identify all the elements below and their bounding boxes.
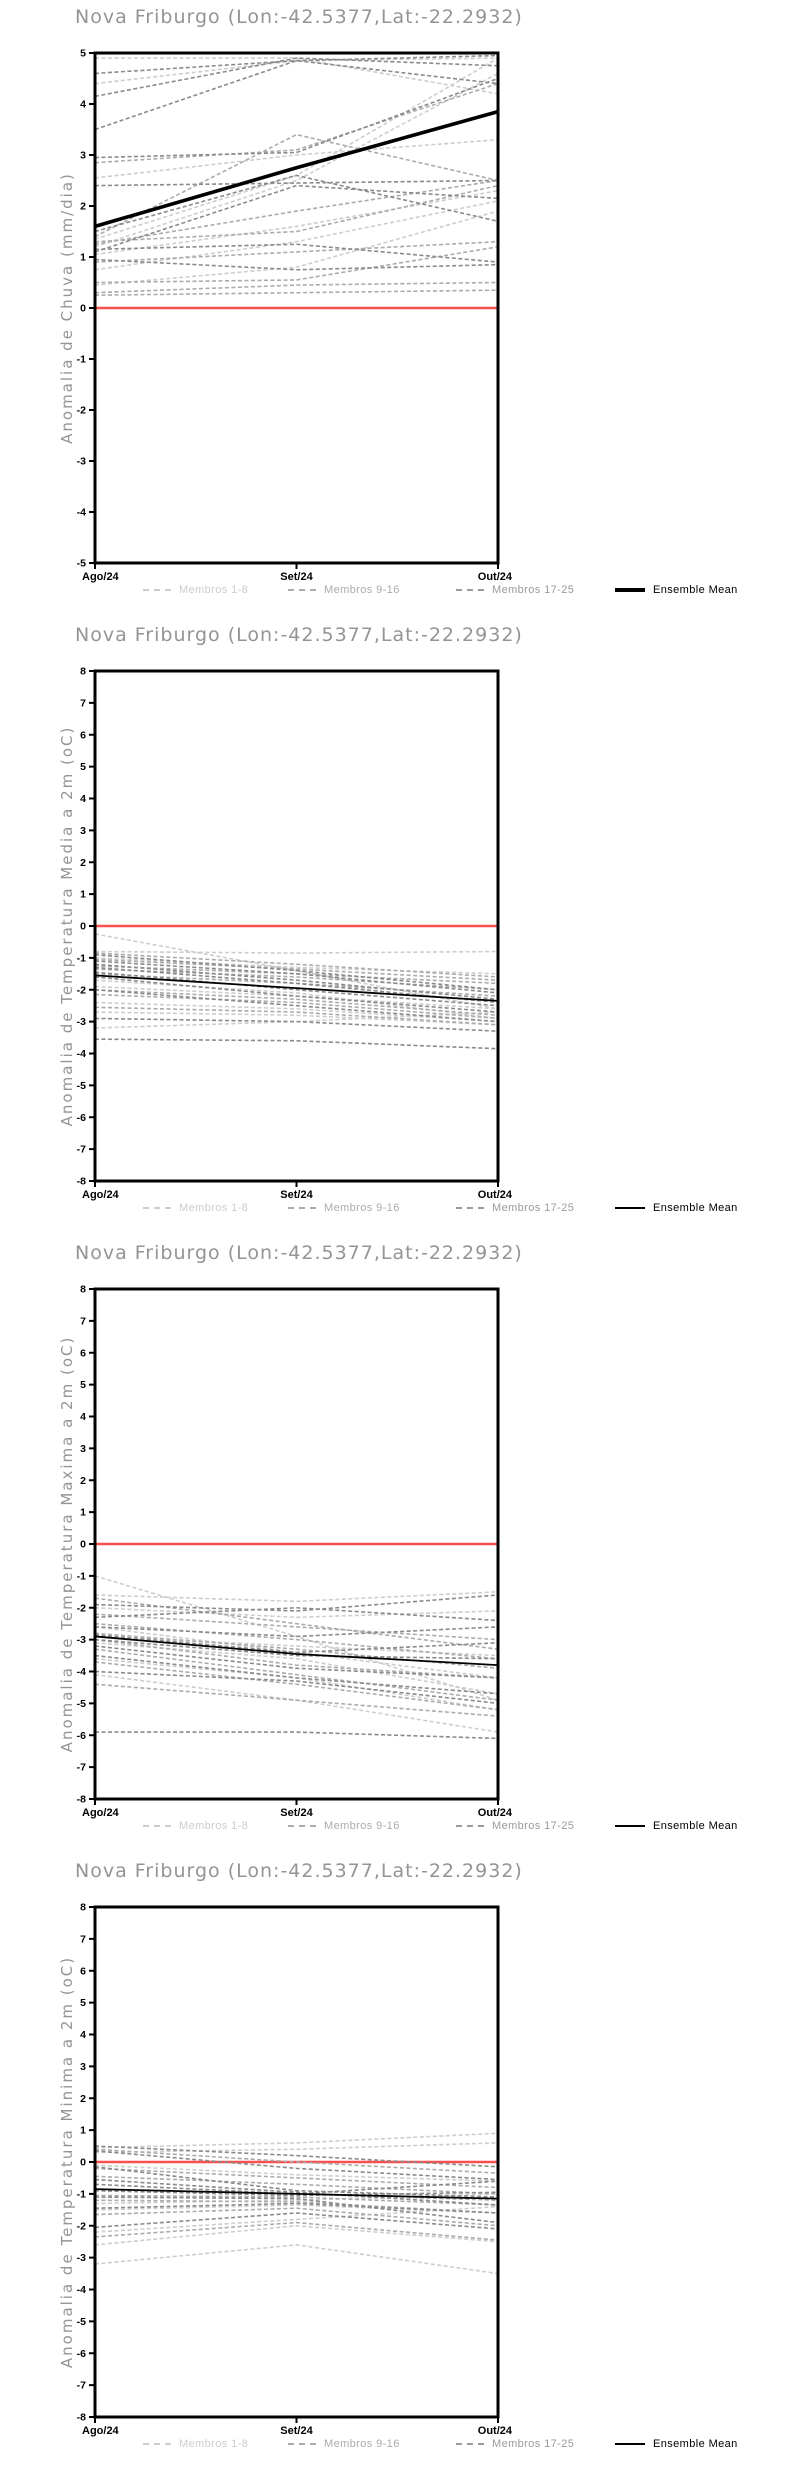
y-tick-label: 0 (80, 1538, 86, 1551)
x-tick-label: Set/24 (280, 2425, 313, 2437)
chart-title: Nova Friburgo (Lon:-42.5377,Lat:-22.2932) (75, 624, 523, 646)
legend (0, 1818, 800, 1836)
y-tick-label: -2 (76, 404, 86, 417)
y-tick-label: -2 (76, 2220, 86, 2233)
legend-item-ensemble-mean (615, 1818, 738, 1834)
dashed-line-swatch (143, 1207, 171, 1209)
y-tick-label: -3 (76, 455, 86, 468)
plot-canvas-chuva (0, 0, 800, 618)
plot-canvas-temp-maxima (0, 1236, 800, 1854)
y-tick-label: 2 (80, 1474, 86, 1487)
legend-label: Ensemble Mean (653, 1820, 738, 1832)
legend (0, 1200, 800, 1218)
legend-label: Membros 1-8 (179, 584, 249, 596)
y-tick-label: -3 (76, 1016, 86, 1029)
legend-item-ensemble-mean (615, 582, 738, 598)
y-tick-label: -4 (76, 2284, 86, 2296)
chart-title: Nova Friburgo (Lon:-42.5377,Lat:-22.2932) (75, 6, 523, 28)
y-tick-label: 8 (80, 665, 86, 678)
y-tick-label: 2 (80, 856, 86, 869)
legend-label: Membros 17-25 (492, 2438, 575, 2450)
dashed-line-swatch (456, 1207, 484, 1209)
y-tick-label: -5 (76, 2315, 86, 2328)
y-tick-label: -1 (76, 952, 86, 965)
member-line-m17_25 (95, 61, 498, 130)
x-tick-label: Ago/24 (82, 1189, 119, 1201)
y-tick-label: -3 (76, 2252, 86, 2265)
member-line-m9_16 (95, 84, 498, 163)
y-tick-label: 1 (80, 2124, 86, 2137)
legend-label: Ensemble Mean (653, 2438, 738, 2450)
x-tick-label: Set/24 (280, 571, 313, 583)
y-tick-label: -2 (76, 984, 86, 997)
y-tick-label: 6 (80, 1347, 86, 1360)
legend-item-membros-9-16 (288, 2436, 400, 2452)
y-tick-label: 2 (80, 2092, 86, 2105)
member-line-m1_8 (95, 952, 498, 954)
y-tick-label: -5 (76, 1697, 86, 1710)
y-axis-label: Anomalia de Temperatura Minima a 2m (oC) (58, 1955, 76, 2369)
member-line-m17_25 (95, 1732, 498, 1738)
y-tick-label: 1 (80, 251, 86, 264)
solid-line-swatch (615, 1825, 645, 1827)
x-tick-label: Ago/24 (82, 571, 119, 583)
y-tick-label: 1 (80, 1506, 86, 1519)
y-tick-label: 4 (80, 793, 86, 805)
x-tick-label: Out/24 (477, 1807, 512, 1819)
y-tick-label: 7 (80, 1315, 86, 1328)
legend-item-membros-1-8 (143, 2436, 248, 2452)
y-tick-label: 0 (80, 302, 86, 315)
chart-title: Nova Friburgo (Lon:-42.5377,Lat:-22.2932) (75, 1242, 523, 1264)
x-tick-label: Ago/24 (82, 1807, 119, 1819)
y-axis-label: Anomalia de Temperatura Media a 2m (oC) (58, 725, 76, 1127)
x-tick-label: Out/24 (477, 2425, 512, 2437)
y-tick-label: 8 (80, 1901, 86, 1914)
dashed-line-swatch (288, 1825, 316, 1827)
member-line-m1_8 (95, 1012, 498, 1025)
legend-item-membros-9-16 (288, 1818, 400, 1834)
y-tick-label: -1 (76, 1570, 86, 1583)
plot-canvas-temp-minima (0, 1854, 800, 2472)
y-tick-label: 7 (80, 697, 86, 710)
solid-line-swatch (615, 2443, 645, 2445)
dashed-line-swatch (288, 2443, 316, 2445)
x-tick-label: Out/24 (477, 1189, 512, 1201)
member-line-m9_16 (95, 283, 498, 293)
y-tick-label: -1 (76, 353, 86, 366)
x-tick-label: Ago/24 (82, 2425, 119, 2437)
member-line-m1_8 (95, 58, 498, 84)
y-tick-label: -6 (76, 2347, 86, 2360)
legend-item-membros-17-25 (456, 2436, 574, 2452)
y-tick-label: 3 (80, 2060, 86, 2073)
member-line-m1_8 (95, 2245, 498, 2274)
member-line-m17_25 (95, 79, 498, 158)
y-tick-label: -4 (76, 1666, 86, 1678)
legend-label: Ensemble Mean (653, 584, 738, 596)
member-line-m1_8 (95, 2143, 498, 2153)
y-tick-label: -7 (76, 2379, 86, 2392)
y-tick-label: 5 (80, 761, 86, 774)
y-tick-label: -4 (76, 506, 86, 519)
y-tick-label: 2 (80, 200, 86, 213)
y-tick-label: -2 (76, 1602, 86, 1615)
chart-anomalia-temp-minima (0, 1854, 800, 2472)
y-tick-label: 3 (80, 824, 86, 837)
legend-item-membros-17-25 (456, 1200, 574, 1216)
dashed-line-swatch (456, 2443, 484, 2445)
y-tick-label: 4 (80, 2029, 86, 2041)
legend-label: Membros 9-16 (324, 1202, 400, 1214)
plot-canvas-temp-media (0, 618, 800, 1236)
legend-item-membros-1-8 (143, 1200, 248, 1216)
legend-label: Membros 17-25 (492, 1820, 575, 1832)
chart-anomalia-chuva (0, 0, 800, 618)
y-tick-label: -1 (76, 2188, 86, 2201)
member-line-m1_8 (95, 1608, 498, 1618)
y-tick-label: 1 (80, 888, 86, 901)
y-tick-label: 0 (80, 920, 86, 933)
legend-label: Membros 9-16 (324, 2438, 400, 2450)
y-tick-label: 0 (80, 2156, 86, 2169)
y-axis-label: Anomalia de Chuva (mm/dia) (58, 172, 76, 444)
y-tick-label: 8 (80, 1283, 86, 1296)
y-tick-label: -8 (76, 2411, 86, 2424)
y-tick-label: 6 (80, 729, 86, 742)
chart-anomalia-temp-media (0, 618, 800, 1236)
y-tick-label: 7 (80, 1933, 86, 1946)
legend-label: Membros 9-16 (324, 584, 400, 596)
legend (0, 2436, 800, 2454)
legend-item-membros-17-25 (456, 1818, 574, 1834)
legend-label: Membros 9-16 (324, 1820, 400, 1832)
legend-item-membros-1-8 (143, 582, 248, 598)
y-tick-label: 5 (80, 47, 86, 60)
legend-item-membros-1-8 (143, 1818, 248, 1834)
member-line-m17_25 (95, 1672, 498, 1704)
legend-item-ensemble-mean (615, 1200, 738, 1216)
member-line-m1_8 (95, 2207, 498, 2233)
y-tick-label: 5 (80, 1379, 86, 1392)
y-tick-label: -5 (76, 1079, 86, 1092)
x-tick-label: Out/24 (477, 571, 512, 583)
legend-item-membros-9-16 (288, 582, 400, 598)
member-line-m17_25 (95, 1018, 498, 1031)
legend-label: Membros 17-25 (492, 1202, 575, 1214)
y-tick-label: 5 (80, 1997, 86, 2010)
y-tick-label: -6 (76, 1111, 86, 1124)
y-tick-label: 4 (80, 98, 86, 111)
y-tick-label: 6 (80, 1965, 86, 1978)
legend-item-membros-9-16 (288, 1200, 400, 1216)
x-tick-label: Set/24 (280, 1807, 313, 1819)
legend (0, 582, 800, 600)
legend-label: Membros 1-8 (179, 2438, 249, 2450)
member-line-m17_25 (95, 990, 498, 1022)
legend-item-membros-17-25 (456, 582, 574, 598)
dashed-line-swatch (143, 2443, 171, 2445)
dashed-line-swatch (456, 1825, 484, 1827)
y-tick-label: -5 (76, 557, 86, 570)
y-tick-label: -7 (76, 1143, 86, 1156)
y-tick-label: -8 (76, 1793, 86, 1806)
y-tick-label: -8 (76, 1175, 86, 1188)
y-tick-label: -4 (76, 1048, 86, 1060)
dashed-line-swatch (143, 1825, 171, 1827)
y-tick-label: -7 (76, 1761, 86, 1774)
y-tick-label: 3 (80, 149, 86, 162)
y-tick-label: 4 (80, 1411, 86, 1423)
solid-line-swatch (615, 588, 645, 592)
member-line-m17_25 (95, 1039, 498, 1049)
member-line-m1_8 (95, 73, 498, 246)
legend-label: Membros 1-8 (179, 1820, 249, 1832)
y-axis-label: Anomalia de Temperatura Maxima a 2m (oC) (58, 1335, 76, 1753)
legend-label: Membros 17-25 (492, 584, 575, 596)
chart-title: Nova Friburgo (Lon:-42.5377,Lat:-22.2932) (75, 1860, 523, 1882)
dashed-line-swatch (288, 1207, 316, 1209)
solid-line-swatch (615, 1207, 645, 1209)
member-line-m1_8 (95, 1592, 498, 1602)
legend-item-ensemble-mean (615, 2436, 738, 2452)
dashed-line-swatch (143, 589, 171, 591)
chart-anomalia-temp-maxima (0, 1236, 800, 1854)
dashed-line-swatch (456, 589, 484, 591)
legend-label: Ensemble Mean (653, 1202, 738, 1214)
legend-label: Membros 1-8 (179, 1202, 249, 1214)
y-tick-label: -3 (76, 1634, 86, 1647)
member-line-m1_8 (95, 2133, 498, 2147)
dashed-line-swatch (288, 589, 316, 591)
y-tick-label: -6 (76, 1729, 86, 1742)
y-tick-label: 3 (80, 1442, 86, 1455)
ensemble-mean-line (95, 112, 498, 227)
x-tick-label: Set/24 (280, 1189, 313, 1201)
